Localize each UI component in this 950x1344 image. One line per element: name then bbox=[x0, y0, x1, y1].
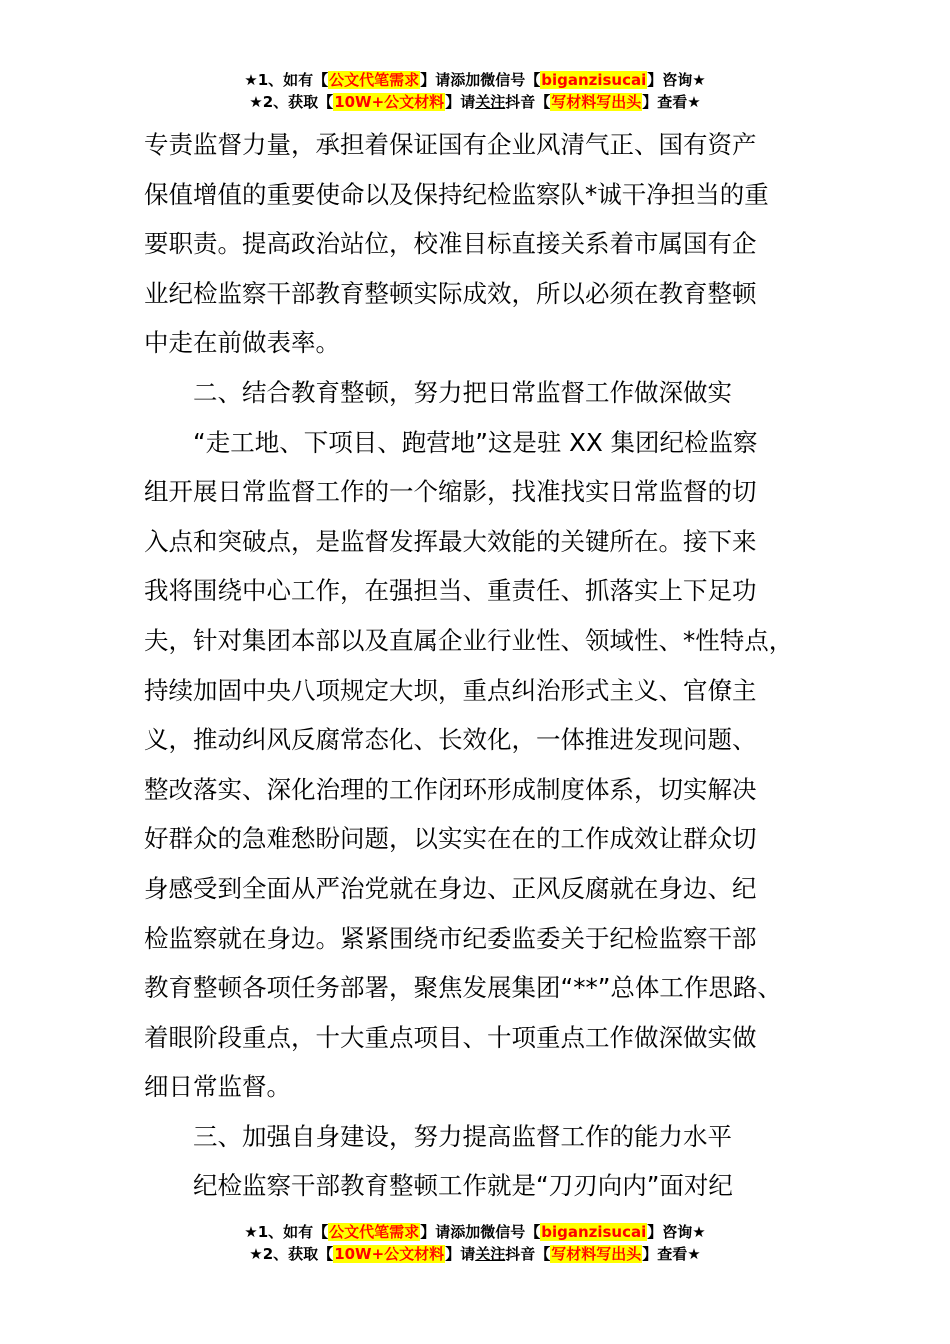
paragraph-start: 纪检监察干部教育整顿工作就是“刀刃向内”面对纪 bbox=[193, 1171, 733, 1201]
banner-line-2 bbox=[0, 91, 950, 113]
body-line: 细日常监督。 bbox=[144, 1072, 291, 1102]
footer-banner bbox=[0, 1221, 950, 1265]
banner-highlight: biganzisucai bbox=[541, 1223, 647, 1241]
banner-highlight: 10W+公文材料 bbox=[334, 93, 445, 111]
section-heading: 三、加强自身建设，努力提高监督工作的能力水平 bbox=[193, 1121, 732, 1151]
banner-underlined-text: 关注 bbox=[475, 93, 506, 111]
body-line: 检监察就在身边。紧紧围绕市纪委监委关于纪检监察干部 bbox=[144, 923, 757, 953]
body-line: 保值增值的重要使命以及保持纪检监察队*诚干净担当的重 bbox=[144, 179, 769, 209]
banner-line-2 bbox=[0, 1243, 950, 1265]
banner-text: 抖音【 bbox=[505, 93, 551, 111]
document-body bbox=[144, 120, 810, 1211]
banner-highlight: 10W+公文材料 bbox=[334, 1245, 445, 1263]
banner-text: 】查看★ bbox=[642, 1245, 701, 1263]
banner-text: 】查看★ bbox=[642, 93, 701, 111]
section-heading: 二、结合教育整顿，努力把日常监督工作做深做实 bbox=[193, 377, 732, 407]
body-line: 我将围绕中心工作，在强担当、重责任、抓落实上下足功 bbox=[144, 576, 757, 606]
body-line: 入点和突破点，是监督发挥最大效能的关键所在。接下来 bbox=[144, 526, 757, 556]
body-line: 中走在前做表率。 bbox=[144, 328, 340, 358]
banner-highlight: 写材料写出头 bbox=[551, 1245, 642, 1263]
body-line: 业纪检监察干部教育整顿实际成效，所以必须在教育整顿 bbox=[144, 278, 757, 308]
banner-text: 】请 bbox=[445, 1245, 476, 1263]
banner-line-1 bbox=[0, 69, 950, 91]
body-line: 义，推动纠风反腐常态化、长效化，一体推进发现问题、 bbox=[144, 725, 757, 755]
banner-underlined-text: 关注 bbox=[475, 1245, 506, 1263]
body-line: 教育整顿各项任务部署，聚焦发展集团“**”总体工作思路、 bbox=[144, 973, 782, 1003]
body-line: 专责监督力量，承担着保证国有企业风清气正、国有资产 bbox=[144, 130, 757, 159]
body-line: 好群众的急难愁盼问题，以实实在在的工作成效让群众切 bbox=[144, 824, 757, 854]
banner-text: 抖音【 bbox=[505, 1245, 551, 1263]
banner-highlight: 写材料写出头 bbox=[551, 93, 642, 111]
banner-text: ★1、如有【 bbox=[244, 71, 329, 89]
banner-text: 】请 bbox=[445, 93, 476, 111]
body-line: 整改落实、深化治理的工作闭环形成制度体系，切实解决 bbox=[144, 774, 757, 804]
body-line: 夫，针对集团本部以及直属企业行业性、领域性、*性特点， bbox=[144, 625, 794, 655]
body-line: 要职责。提高政治站位，校准目标直接关系着市属国有企 bbox=[144, 229, 757, 259]
banner-line-1 bbox=[0, 1221, 950, 1243]
body-line: 身感受到全面从严治党就在身边、正风反腐就在身边、纪 bbox=[144, 873, 757, 903]
banner-highlight: 公文代笔需求 bbox=[329, 1223, 420, 1241]
banner-text: 】请添加微信号【 bbox=[420, 71, 541, 89]
banner-text: 】请添加微信号【 bbox=[420, 1223, 541, 1241]
banner-highlight: biganzisucai bbox=[541, 71, 647, 89]
banner-highlight: 公文代笔需求 bbox=[329, 71, 420, 89]
banner-text: ★2、获取【 bbox=[249, 1245, 334, 1263]
body-line: 组开展日常监督工作的一个缩影，找准找实日常监督的切 bbox=[144, 477, 757, 507]
body-line: 着眼阶段重点，十大重点项目、十项重点工作做深做实做 bbox=[144, 1022, 757, 1052]
paragraph-start: “走工地、下项目、跑营地”这是驻 XX 集团纪检监察 bbox=[193, 427, 758, 457]
banner-text: 】咨询★ bbox=[647, 1223, 706, 1241]
header-banner bbox=[0, 69, 950, 113]
body-line: 持续加固中央八项规定大坝，重点纠治形式主义、官僚主 bbox=[144, 675, 757, 705]
banner-text: ★1、如有【 bbox=[244, 1223, 329, 1241]
banner-text: ★2、获取【 bbox=[249, 93, 334, 111]
banner-text: 】咨询★ bbox=[647, 71, 706, 89]
